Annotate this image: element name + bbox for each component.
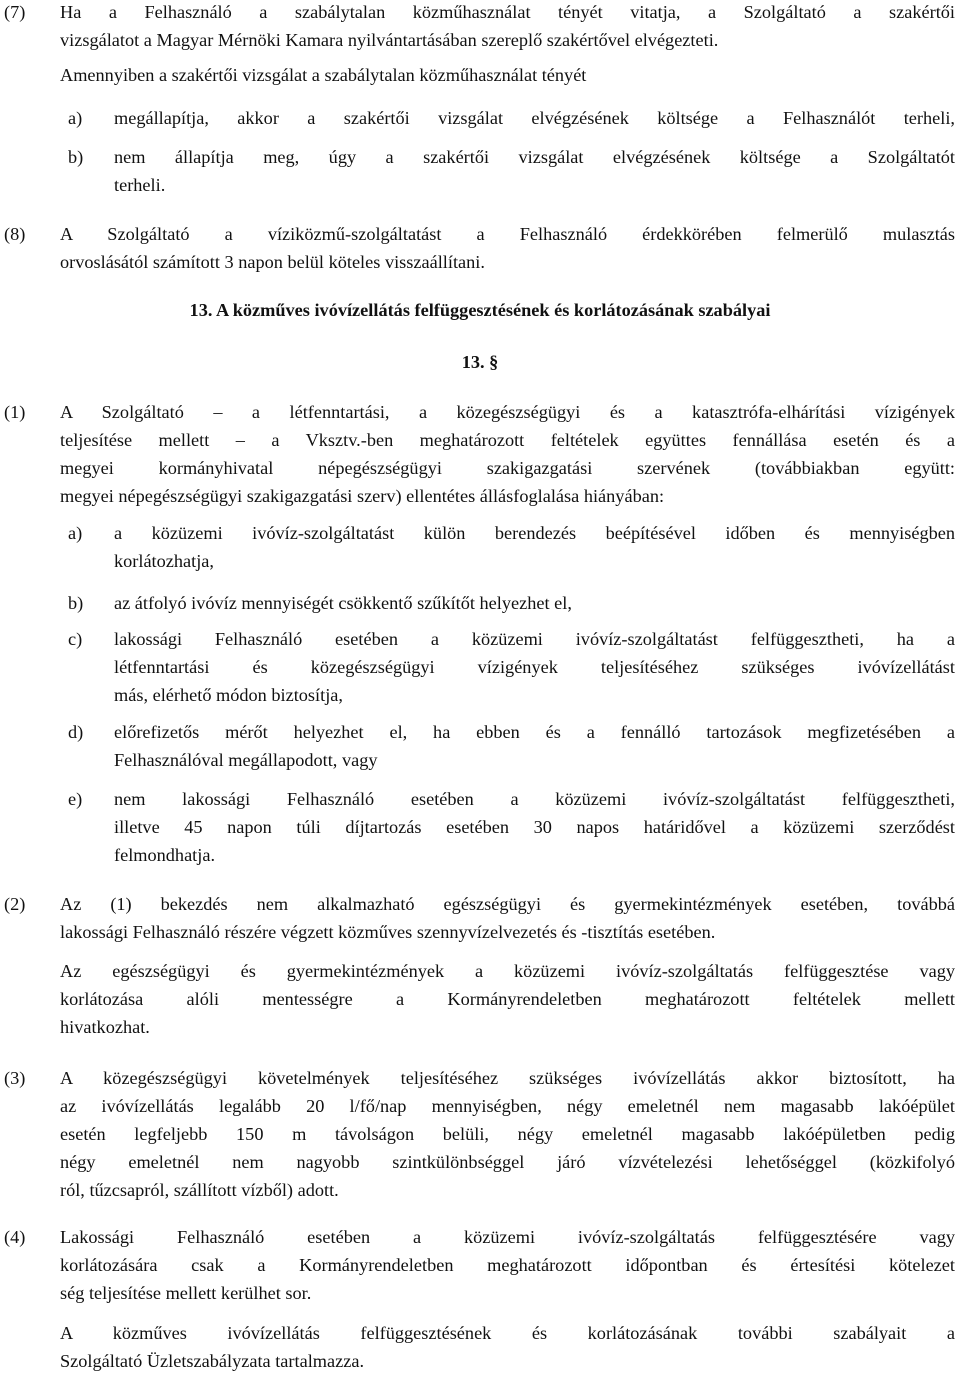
section-title: 13. A közműves ivóvízellátás felfüggesztésének és korlátozásának szabályai xyxy=(189,300,771,320)
text-line: Az egészségügyi és gyermekintézmények a közüzemi ivóvíz-szolgáltatás felfüggesztése vagy xyxy=(60,961,955,981)
section-number: 13. § xyxy=(461,352,499,372)
text-line: korlátozására csak a Kormányrendeletben meghatározott időpontban és értesítési kötelezet xyxy=(60,1255,955,1275)
paragraph-number: (8) xyxy=(4,224,26,244)
text-line: A közegészségügyi követelmények teljesítéséhez szükséges ivóvízellátás akkor biztosított, ha xyxy=(60,1068,955,1088)
text-line: ról, tűzcsapról, szállított vízből) adott. xyxy=(60,1180,339,1200)
text-line: A közműves ivóvízellátás felfüggesztésének és korlátozásának további szabályait a xyxy=(60,1323,955,1343)
list-label: c) xyxy=(68,629,83,649)
text-line: A Szolgáltató a víziközmű-szolgáltatást a Felhasználó érdekkörében felmerülő mulasztás xyxy=(60,224,955,244)
paragraph-number: (7) xyxy=(4,2,26,22)
text-line: megyei kormányhivatal népegészségügyi szakigazgatási szervének (továbbiakban együtt: xyxy=(60,458,955,478)
text-line: a közüzemi ivóvíz-szolgáltatást külön berendezés beépítésével időben és mennyiségben xyxy=(114,523,955,543)
text-line: megyei népegészségügyi szakigazgatási szerv) ellentétes állásfoglalása hiányában: xyxy=(60,486,665,506)
list-label: b) xyxy=(68,593,84,613)
text-line: lakossági Felhasználó részére végzett közműves szennyvízelvezetés és -tisztítás esetében. xyxy=(60,922,716,942)
text-line: lakossági Felhasználó esetében a közüzemi ivóvíz-szolgáltatást felfüggesztheti, ha a xyxy=(114,629,955,649)
list-label: e) xyxy=(68,789,83,809)
text-line: az ivóvízellátás legalább 20 l/fő/nap mennyiségben, négy emeletnél nem magasabb lakóépület xyxy=(60,1096,955,1116)
text-line: létfenntartási és közegészségügyi vízigények teljesítéséhez szükséges ivóvízellátást xyxy=(114,657,955,677)
text-line: Szolgáltató Üzletszabályzata tartalmazza. xyxy=(60,1351,365,1371)
paragraph-number: (3) xyxy=(4,1068,26,1088)
list-label: a) xyxy=(68,108,83,128)
text-line: felmondhatja. xyxy=(114,845,216,865)
text-line: nem állapítja meg, úgy a szakértői vizsgálat elvégzésének költsége a Szolgáltatót xyxy=(114,147,955,167)
paragraph-number: (2) xyxy=(4,894,26,914)
text-line: más, elérhető módon biztosítja, xyxy=(114,685,343,705)
text-line: előrefizetős mérőt helyezhet el, ha ebben és a fennálló tartozások megfizetésében a xyxy=(114,722,955,742)
list-label: a) xyxy=(68,523,83,543)
list-label: d) xyxy=(68,722,84,742)
text-line: illetve 45 napon túli díjtartozás esetében 30 napos határidővel a közüzemi szerződést xyxy=(114,817,955,837)
text-line: Ha a Felhasználó a szabálytalan közműhasználat tényét vitatja, a Szolgáltató a szakértői xyxy=(60,2,955,22)
text-line: korlátozhatja, xyxy=(114,551,214,571)
paragraph-number: (1) xyxy=(4,402,26,422)
text-line: A Szolgáltató – a létfenntartási, a közegészségügyi és a katasztrófa-elhárítási vízigények xyxy=(60,402,955,422)
text-line: terheli. xyxy=(114,175,166,195)
text-line: vizsgálatot a Magyar Mérnöki Kamara nyilvántartásában szereplő szakértővel elvégezteti. xyxy=(60,30,719,50)
text-line: hivatkozhat. xyxy=(60,1017,150,1037)
text-line: nem lakossági Felhasználó esetében a közüzemi ivóvíz-szolgáltatást felfüggesztheti, xyxy=(114,789,955,809)
paragraph-number: (4) xyxy=(4,1227,26,1247)
text-line: Amennyiben a szakértői vizsgálat a szabálytalan közműhasználat tényét xyxy=(60,65,587,85)
text-line: Felhasználóval megállapodott, vagy xyxy=(114,750,378,770)
text-line: megállapítja, akkor a szakértői vizsgálat elvégzésének költsége a Felhasználót terheli, xyxy=(114,108,955,128)
text-line: az átfolyó ivóvíz mennyiségét csökkentő szűkítőt helyezhet el, xyxy=(114,593,572,613)
text-line: négy emeletnél nem nagyobb szintkülönbséggel járó vízvételezési lehetőséggel (közkifolyó xyxy=(60,1152,955,1172)
text-line: Lakossági Felhasználó esetében a közüzemi ivóvíz-szolgáltatás felfüggesztésére vagy xyxy=(60,1227,955,1247)
text-line: teljesítése mellett – a Vksztv.-ben meghatározott feltételek együttes fennállása esetén és a xyxy=(60,430,955,450)
text-line: Az (1) bekezdés nem alkalmazható egészségügyi és gyermekintézmények esetében, továbbá xyxy=(60,894,955,914)
text-line: ség teljesítése mellett kerülhet sor. xyxy=(60,1283,312,1303)
list-label: b) xyxy=(68,147,84,167)
text-line: orvoslásától számított 3 napon belül köteles visszaállítani. xyxy=(60,252,485,272)
text-line: esetén legfeljebb 150 m távolságon belüli, négy emeletnél magasabb lakóépületben pedig xyxy=(60,1124,955,1144)
text-line: korlátozása alóli mentességre a Kormányrendeletben meghatározott feltételek mellett xyxy=(60,989,955,1009)
